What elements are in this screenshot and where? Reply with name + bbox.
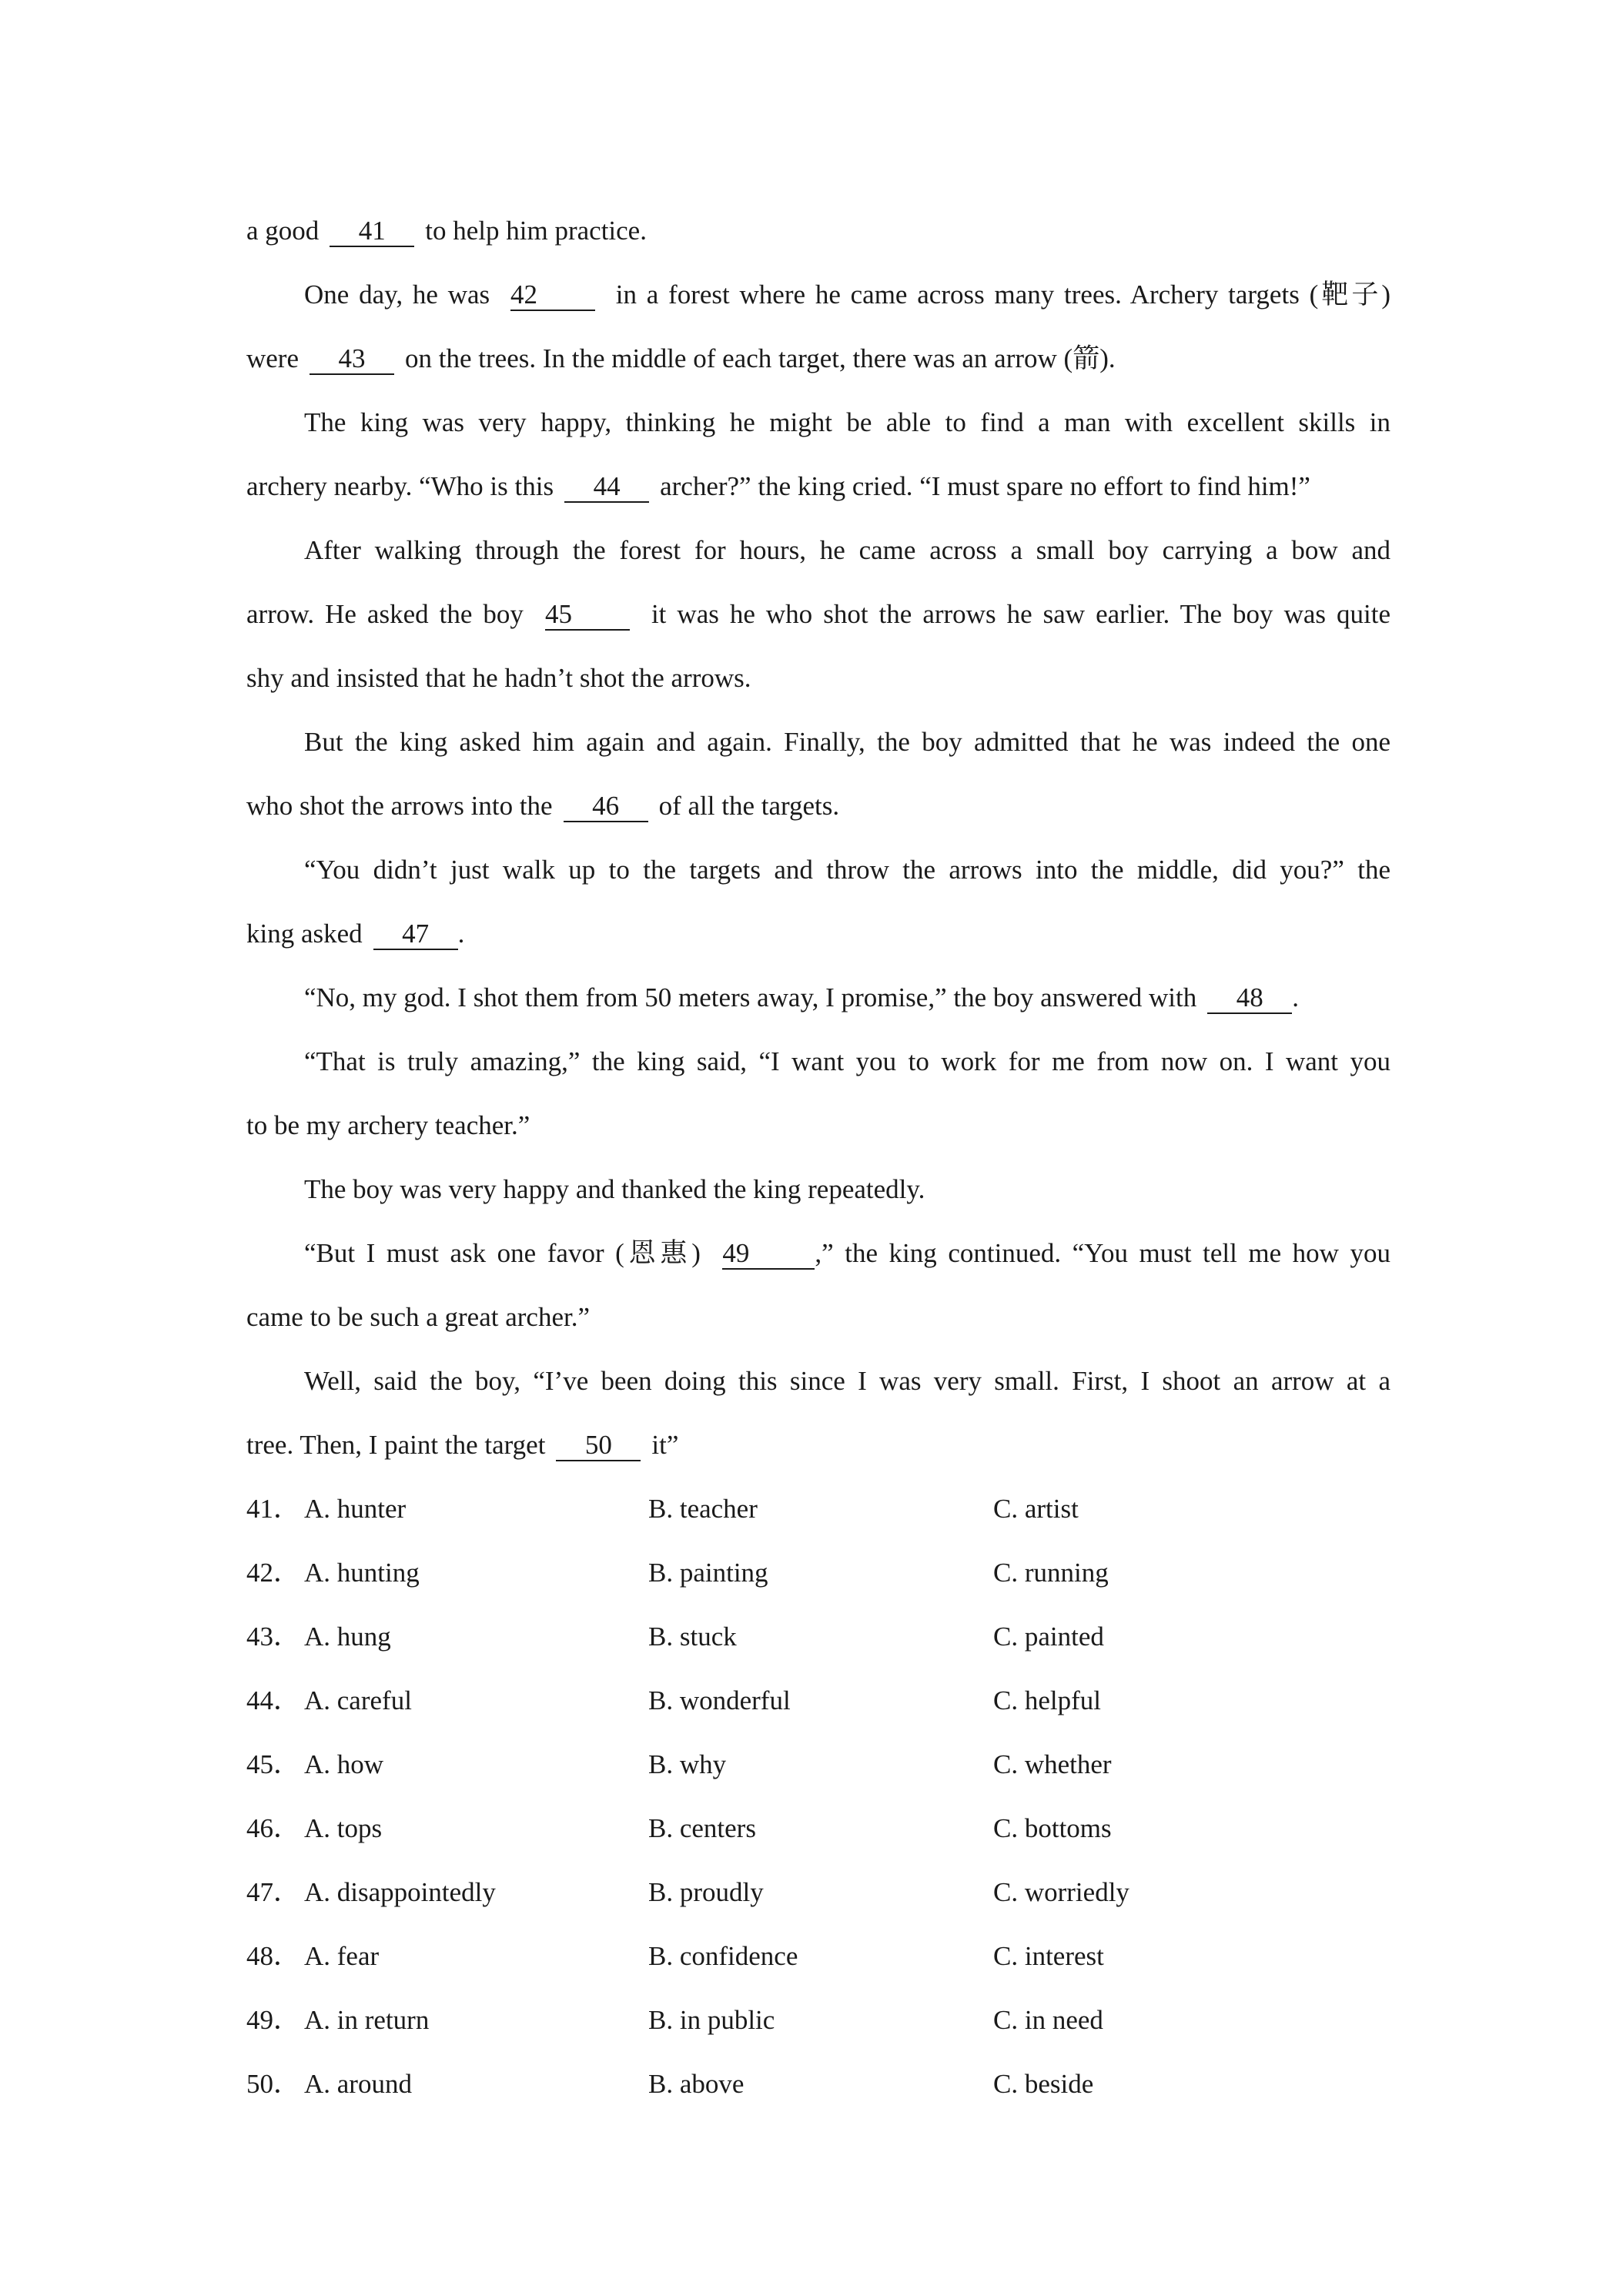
passage-text: “You didn’t just walk up to the targets and throw the arrows into the middle, did you?” the	[304, 855, 1390, 885]
option-c: C. beside	[993, 2069, 1094, 2099]
passage-text: The king was very happy, thinking he might be able to find a man with excellent skills in	[304, 407, 1390, 437]
question-row	[246, 1492, 1390, 1526]
passage-text: who shot the arrows into the	[246, 791, 553, 821]
passage-line	[246, 789, 1390, 823]
question-row	[246, 1748, 1390, 1782]
option-a: A. fear	[304, 1941, 380, 1971]
option-b: B. why	[648, 1749, 727, 1779]
passage-text: One day, he was	[304, 279, 490, 310]
passage-text: king asked	[246, 919, 363, 949]
option-a: A. hung	[304, 1622, 391, 1652]
passage-line	[246, 470, 1390, 504]
option-c: C. painted	[993, 1622, 1104, 1652]
passage-line	[304, 406, 1390, 440]
option-b: B. wonderful	[648, 1685, 791, 1715]
passage-line	[304, 1045, 1390, 1079]
passage-line	[304, 1237, 1390, 1270]
passage-text: shy and insisted that he hadn’t shot the arrows.	[246, 663, 751, 693]
blank-45: 45	[545, 600, 630, 631]
blank-46: 46	[564, 792, 648, 822]
option-c: C. in need	[993, 2005, 1103, 2035]
passage-line	[246, 1109, 1390, 1143]
question-number: 45．	[246, 1749, 301, 1779]
option-c: C. bottoms	[993, 1813, 1112, 1843]
option-b: B. proudly	[648, 1877, 764, 1907]
option-a: A. hunter	[304, 1494, 407, 1524]
question-row	[246, 1556, 1390, 1590]
question-row	[246, 1940, 1390, 1973]
passage-text: The boy was very happy and thanked the king repeatedly.	[304, 1174, 925, 1204]
passage-text: .	[457, 919, 465, 949]
blank-49: 49	[722, 1239, 815, 1270]
option-c: C. worriedly	[993, 1877, 1129, 1907]
question-number: 41．	[246, 1494, 301, 1524]
question-row	[246, 1684, 1390, 1718]
option-b: B. teacher	[648, 1494, 758, 1524]
option-c: C. helpful	[993, 1685, 1101, 1715]
passage-text: in a forest where he came across many trees. Archery targets (靶子)	[615, 279, 1391, 310]
passage-text: on the trees. In the middle of each target, there was an arrow (箭).	[405, 343, 1116, 373]
question-row	[246, 1812, 1390, 1846]
passage-text: a good	[246, 216, 320, 246]
question-number: 48．	[246, 1941, 301, 1971]
question-number: 44．	[246, 1685, 301, 1715]
passage-text: But the king asked him again and again. Finally, the boy admitted that he was indeed the one	[304, 727, 1390, 757]
passage-text: archery nearby. “Who is this	[246, 471, 554, 501]
passage-text: After walking through the forest for hours, he came across a small boy carrying a bow and	[304, 535, 1390, 565]
passage-line	[304, 853, 1390, 887]
option-b: B. in public	[648, 2005, 775, 2035]
option-c: C. running	[993, 1558, 1109, 1588]
blank-50: 50	[556, 1431, 641, 1461]
passage-line	[304, 534, 1390, 567]
passage-text: tree. Then, I paint the target	[246, 1430, 546, 1460]
blank-43: 43	[310, 344, 394, 375]
passage-text: “But I must ask one favor (恩惠)	[304, 1238, 701, 1268]
passage-text: Well, said the boy, “I’ve been doing this since I was very small. First, I shoot an arrow at a	[304, 1366, 1390, 1396]
passage-line	[246, 597, 1390, 631]
blank-47: 47	[373, 919, 458, 950]
passage-text: “That is truly amazing,” the king said, “I want you to work for me from now on. I want you	[304, 1046, 1390, 1076]
blank-42: 42	[510, 280, 595, 311]
passage-text: it”	[651, 1430, 679, 1460]
option-a: A. tops	[304, 1813, 383, 1843]
blank-44: 44	[564, 472, 649, 503]
option-b: B. confidence	[648, 1941, 798, 1971]
question-number: 46．	[246, 1813, 301, 1843]
passage-line	[246, 917, 1390, 951]
passage-text: arrow. He asked the boy	[246, 599, 524, 629]
passage-text: to be my archery teacher.”	[246, 1110, 530, 1140]
passage-text: were	[246, 343, 300, 373]
question-row	[246, 2003, 1390, 2037]
passage-line	[246, 342, 1390, 376]
blank-48: 48	[1207, 983, 1292, 1014]
passage-text: .	[1292, 982, 1300, 1012]
option-b: B. centers	[648, 1813, 756, 1843]
option-a: A. disappointedly	[304, 1877, 496, 1907]
passage-text: of all the targets.	[658, 791, 840, 821]
question-row	[246, 1620, 1390, 1654]
question-number: 43．	[246, 1622, 301, 1652]
passage-line	[304, 1173, 1390, 1207]
blank-41: 41	[330, 216, 414, 247]
option-c: C. interest	[993, 1941, 1104, 1971]
passage-line	[246, 1428, 1390, 1462]
option-b: B. painting	[648, 1558, 768, 1588]
passage-text: “No, my god. I shot them from 50 meters away, I promise,” the boy answered with	[304, 982, 1197, 1012]
question-row	[246, 2067, 1390, 2101]
passage-text: came to be such a great archer.”	[246, 1302, 590, 1332]
option-a: A. hunting	[304, 1558, 420, 1588]
question-number: 50．	[246, 2069, 301, 2099]
question-number: 47．	[246, 1877, 301, 1907]
passage-line	[246, 214, 1390, 248]
passage-line	[304, 981, 1390, 1015]
question-number: 42．	[246, 1558, 301, 1588]
passage-text: archer?” the king cried. “I must spare no effort to find him!”	[660, 471, 1310, 501]
passage-line	[246, 1300, 1390, 1334]
passage-line	[304, 1364, 1390, 1398]
passage-text: it was he who shot the arrows he saw earlier. The boy was quite	[651, 599, 1391, 629]
option-b: B. above	[648, 2069, 745, 2099]
passage-line	[304, 725, 1390, 759]
question-row	[246, 1876, 1390, 1909]
option-a: A. around	[304, 2069, 412, 2099]
option-c: C. whether	[993, 1749, 1112, 1779]
passage-line	[246, 661, 1390, 695]
option-a: A. careful	[304, 1685, 412, 1715]
passage-text: ,” the king continued. “You must tell me how you	[815, 1238, 1391, 1268]
passage-text: to help him practice.	[425, 216, 647, 246]
option-b: B. stuck	[648, 1622, 737, 1652]
option-a: A. in return	[304, 2005, 430, 2035]
option-c: C. artist	[993, 1494, 1079, 1524]
option-a: A. how	[304, 1749, 384, 1779]
passage-line	[304, 278, 1390, 312]
question-number: 49．	[246, 2005, 301, 2035]
